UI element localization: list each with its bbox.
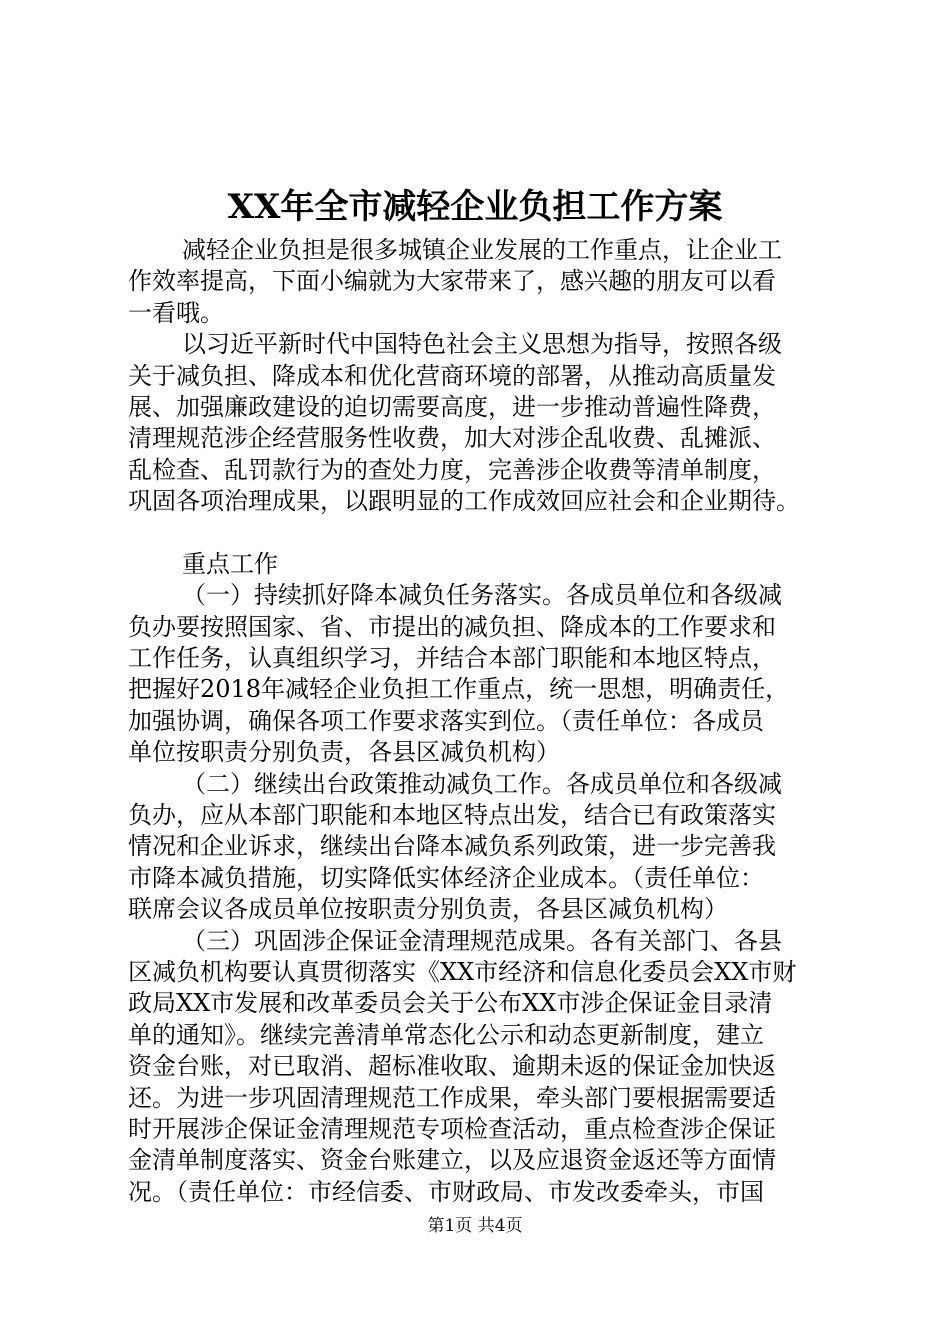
body-line: （二）继续出台政策推动减负工作。各成员单位和各级减	[182, 769, 782, 798]
body-line: 况。（责任单位：市经信委、市财政局、市发改委牵头，市国	[128, 1177, 764, 1206]
body-line: 金清单制度落实、资金台账建立，以及应退资金返还等方面情	[128, 1146, 776, 1175]
section-heading: 重点工作	[182, 549, 278, 578]
body-line: 工作任务，认真组织学习，并结合本部门职能和本地区特点，	[128, 644, 776, 673]
document-body	[128, 235, 843, 1208]
body-line: 乱检查、乱罚款行为的查处力度，完善涉企收费等清单制度，	[128, 455, 776, 484]
body-line: 关于减负担、降成本和优化营商环境的部署，从推动高质量发	[128, 361, 776, 390]
body-line: 单位按职责分别负责，各县区减负机构）	[128, 738, 560, 767]
page-footer: 第1页 共4页	[427, 1216, 523, 1236]
body-line: 巩固各项治理成果，以跟明显的工作成效回应社会和企业期待。	[128, 487, 800, 516]
body-line: 政局XX市发展和改革委员会关于公布XX市涉企保证金目录清	[128, 989, 773, 1018]
body-line: 时开展涉企保证金清理规范专项检查活动，重点检查涉企保证	[128, 1114, 776, 1143]
body-line: 联席会议各成员单位按职责分别负责，各县区减负机构）	[128, 895, 728, 924]
body-line: 资金台账，对已取消、超标准收取、逾期未返的保证金加快返	[128, 1052, 776, 1081]
body-line: （一）持续抓好降本减负任务落实。各成员单位和各级减	[182, 581, 782, 610]
body-line: 把握好2018年减轻企业负担工作重点，统一思想，明确责任，	[128, 675, 790, 704]
body-line: 情况和企业诉求，继续出台降本减负系列政策，进一步完善我	[128, 832, 776, 861]
body-line: 以习近平新时代中国特色社会主义思想为指导，按照各级	[182, 330, 782, 359]
body-line: 加强协调，确保各项工作要求落实到位。（责任单位：各成员	[128, 706, 764, 735]
body-line: 减轻企业负担是很多城镇企业发展的工作重点，让企业工	[182, 236, 782, 264]
body-line: 单的通知》。继续完善清单常态化公示和动态更新制度，建立	[128, 1020, 764, 1049]
body-line: 还。为进一步巩固清理规范工作成果，牵头部门要根据需要适	[128, 1083, 776, 1112]
body-line: （三）巩固涉企保证金清理规范成果。各有关部门、各县	[182, 926, 782, 955]
document-title: XX年全市减轻企业负担工作方案	[227, 187, 723, 227]
body-line: 市降本减负措施，切实降低实体经济企业成本。（责任单位：	[128, 863, 764, 892]
body-line: 负办，应从本部门职能和本地区特点出发，结合已有政策落实	[128, 801, 776, 830]
body-line: 清理规范涉企经营服务性收费，加大对涉企乱收费、乱摊派、	[128, 424, 776, 453]
paragraph-gap	[128, 518, 843, 549]
body-line: 一看哦。	[128, 298, 224, 327]
body-line: 区减负机构要认真贯彻落实《XX市经济和信息化委员会XX市财	[128, 957, 797, 986]
body-line: 负办要按照国家、省、市提出的减负担、降成本的工作要求和	[128, 612, 776, 641]
body-line: 作效率提高，下面小编就为大家带来了，感兴趣的朋友可以看	[128, 267, 776, 296]
body-line: 展、加强廉政建设的迫切需要高度，进一步推动普遍性降费，	[128, 392, 776, 421]
